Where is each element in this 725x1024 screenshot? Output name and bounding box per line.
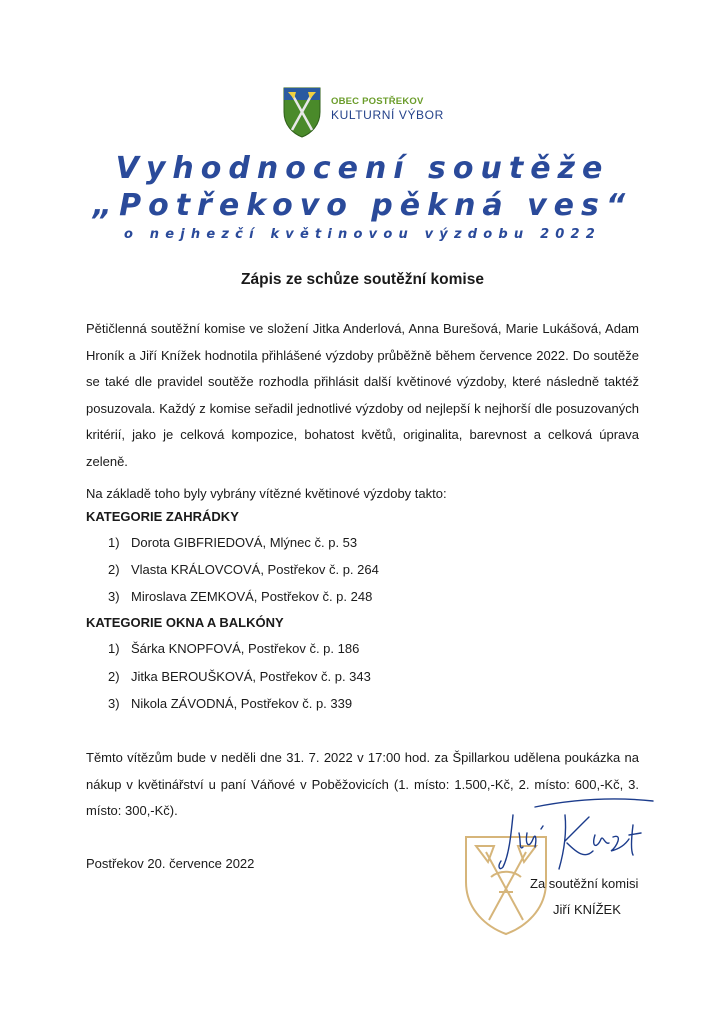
logo-title: OBEC POSTŘEKOV [331, 96, 424, 107]
list-item [108, 669, 371, 684]
list-item [108, 641, 359, 656]
basis-paragraph: Na základě toho byly vybrány vítězné květinové výzdoby takto: [86, 486, 447, 501]
competition-name: „Potřekovo pěkná ves“ [92, 188, 633, 223]
list-number: 3) [108, 696, 120, 711]
winner-entry: Nikola ZÁVODNÁ, Postřekov č. p. 339 [131, 696, 353, 711]
list-item [108, 696, 352, 711]
winner-entry: Miroslava ZEMKOVÁ, Postřekov č. p. 248 [131, 589, 373, 604]
winner-entry: Vlasta KRÁLOVCOVÁ, Postřekov č. p. 264 [131, 562, 379, 577]
handwritten-signature [495, 795, 655, 875]
municipal-shield-icon [282, 86, 322, 138]
list-number: 3) [108, 589, 120, 604]
list-item [108, 562, 379, 577]
list-item [108, 535, 357, 550]
list-item [108, 589, 372, 604]
closing-paragraph: Těmto vítězům bude v neděli dne 31. 7. 2022 v 17:00 hod. za Špillarkou udělena poukázka na nákup v květinářství u paní Váňové v Poběžovicích (1. místo: 1.500,-Kč, 2. místo: 600,-Kč, 3. místo: 300,-Kč). [86, 750, 639, 818]
intro-paragraph: Pětičlenná soutěžní komise ve složení Jitka Anderlová, Anna Burešová, Marie Lukášová, Adam Hroník a Jiří Knížek hodnotila přihlášené výzdoby průběžně během července 2022. Do soutěže se také dle pravidel soutěže rozhodla přihlásit další květinové výzdoby, které následně taktéž posuzovala. Každý z komise seřadil jednotlivé výzdoby od nejlepší k nejhorší dle posuzovaných kritérií, jako je celková kompozice, bohatost květů, originalita, barevnost a celková úprava zeleně. [86, 321, 639, 469]
winner-entry: Dorota GIBFRIEDOVÁ, Mlýnec č. p. 53 [131, 535, 358, 550]
header-logo [282, 86, 452, 138]
list-number: 2) [108, 562, 120, 577]
winner-entry: Šárka KNOPFOVÁ, Postřekov č. p. 186 [131, 641, 360, 656]
category-heading: KATEGORIE OKNA A BALKÓNY [86, 615, 284, 630]
signatory-name: Jiří KNÍŽEK [553, 902, 621, 917]
competition-subtitle: o nejhezčí květinovou výzdobu 2022 [123, 227, 602, 242]
winner-entry: Jitka BEROUŠKOVÁ, Postřekov č. p. 343 [131, 669, 371, 684]
list-number: 2) [108, 669, 120, 684]
date-line: Postřekov 20. července 2022 [86, 856, 255, 871]
list-number: 1) [108, 535, 120, 550]
list-number: 1) [108, 641, 120, 656]
signature-label: Za soutěžní komisi [530, 876, 639, 891]
main-title: Vyhodnocení soutěže [115, 151, 610, 186]
document-heading: Zápis ze schůze soutěžní komise [241, 271, 484, 288]
category-heading: KATEGORIE ZAHRÁDKY [86, 509, 239, 524]
logo-subtitle: KULTURNÍ VÝBOR [331, 108, 444, 122]
